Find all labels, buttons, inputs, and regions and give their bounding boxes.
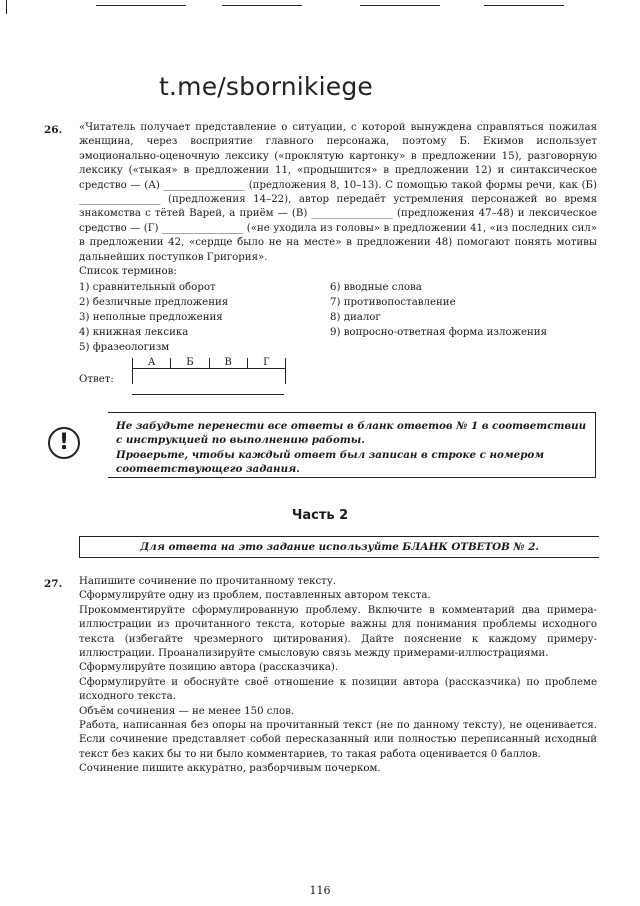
question-26-text: «Читатель получает представление о ситуации, с которой вынуждена справляться пожилая женщина, через восприятие главного персонажа, поэтому Б. Екимов использует эмоционально-оценочную лексику («проклятую картонку» в предложении 15), разговорную лексику («тыкая» в предложении 11, «продышится» в предложении 12) и синтаксическое средство — (А) ________________ (предложения 8, 10–13). С помощью такой формы речи, как (Б) ________________ (предложения 14–22), автор передаёт устремления персонажей во время знакомства с тётей Варей, а приём — (В) ________________ (предложения 47–48) и лексическое средство — (Г) ________________ («не уходила из головы» в предложении 41, «из последних сил» в предложении 42, «сердце было не на месте» в предложении 48) помогают понять мотивы дальнейших поступков Григория». bbox=[79, 122, 597, 263]
term-item: 1) сравнительный оборот bbox=[79, 282, 216, 293]
scan-corner-mark bbox=[6, 0, 7, 14]
term-item: 9) вопросно-ответная форма изложения bbox=[330, 327, 548, 338]
answer-label: Ответ: bbox=[79, 374, 114, 385]
q27-line: Сочинение пишите аккуратно, разборчивым почерком. bbox=[79, 763, 381, 775]
q27-line: Прокомментируйте сформулированную проблему. Включите в комментарий два примера-иллюстрации из прочитанного текста, которые важны для понимания проблемы исходного текста (избегайте чрезмерного цитирования). Дайте пояснение к каждому примеру-иллюстрации. Проанализируйте смысловую связь между примерами-иллюстрациями. bbox=[79, 604, 597, 660]
page-number: 116 bbox=[309, 884, 331, 897]
answer-cell-b[interactable]: Б bbox=[171, 358, 209, 369]
terms-title: Список терминов: bbox=[79, 266, 177, 277]
term-item: 8) диалог bbox=[330, 312, 381, 323]
term-item: 4) книжная лексика bbox=[79, 327, 189, 338]
question-27-text bbox=[79, 575, 597, 777]
q27-line: Объём сочинения — не менее 150 слов. bbox=[79, 705, 295, 717]
answer-table[interactable] bbox=[132, 358, 286, 384]
q27-line: Сформулируйте одну из проблем, поставленных автором текста. bbox=[79, 590, 431, 602]
q27-line: Сформулируйте и обоснуйте своё отношение к позиции автора (рассказчика) по проблеме исходного текста. bbox=[79, 676, 597, 703]
question-text bbox=[79, 121, 597, 265]
term-item: 2) безличные предложения bbox=[79, 297, 229, 308]
top-rule bbox=[360, 5, 440, 6]
term-item: 6) вводные слова bbox=[330, 282, 422, 293]
question-number: 27. bbox=[44, 578, 63, 590]
notice-line: Проверьте, чтобы каждый ответ был записан в строке с номером соответствующего задания. bbox=[116, 448, 545, 476]
term-item: 7) противопоставление bbox=[330, 297, 456, 308]
top-rule bbox=[96, 5, 186, 6]
part2-instruction-box: Для ответа на это задание используйте БЛАНК ОТВЕТОВ № 2. bbox=[79, 536, 599, 558]
q27-line: Напишите сочинение по прочитанному тексту. bbox=[79, 576, 337, 587]
q27-line: Работа, написанная без опоры на прочитанный текст (не по данному тексту), не оценивается. Если сочинение представляет собой пересказанный или полностью переписанный исходный текст без каких бы то ни было комментариев, то такая работа оценивается 0 баллов. bbox=[79, 720, 597, 760]
part-title: Часть 2 bbox=[291, 508, 349, 523]
term-item: 3) неполные предложения bbox=[79, 312, 223, 323]
answer-cell-g[interactable]: Г bbox=[248, 358, 285, 369]
answer-table-bottom bbox=[132, 394, 284, 395]
notice-line: Не забудьте перенести все ответы в бланк ответов № 1 в соответствии с инструкцией по выполнению работы. bbox=[116, 420, 587, 447]
answer-cell-a[interactable]: А bbox=[133, 358, 171, 369]
q27-line: Сформулируйте позицию автора (рассказчика). bbox=[79, 662, 339, 674]
watermark-link: t.me/sbornikiege bbox=[159, 72, 373, 101]
notice-box bbox=[108, 412, 596, 478]
exclamation-icon: ! bbox=[48, 427, 80, 459]
answer-cell-v[interactable]: В bbox=[210, 358, 248, 369]
term-item: 5) фразеологизм bbox=[79, 342, 170, 353]
top-rule bbox=[222, 5, 302, 6]
top-rule bbox=[484, 5, 564, 6]
question-number: 26. bbox=[44, 124, 63, 136]
